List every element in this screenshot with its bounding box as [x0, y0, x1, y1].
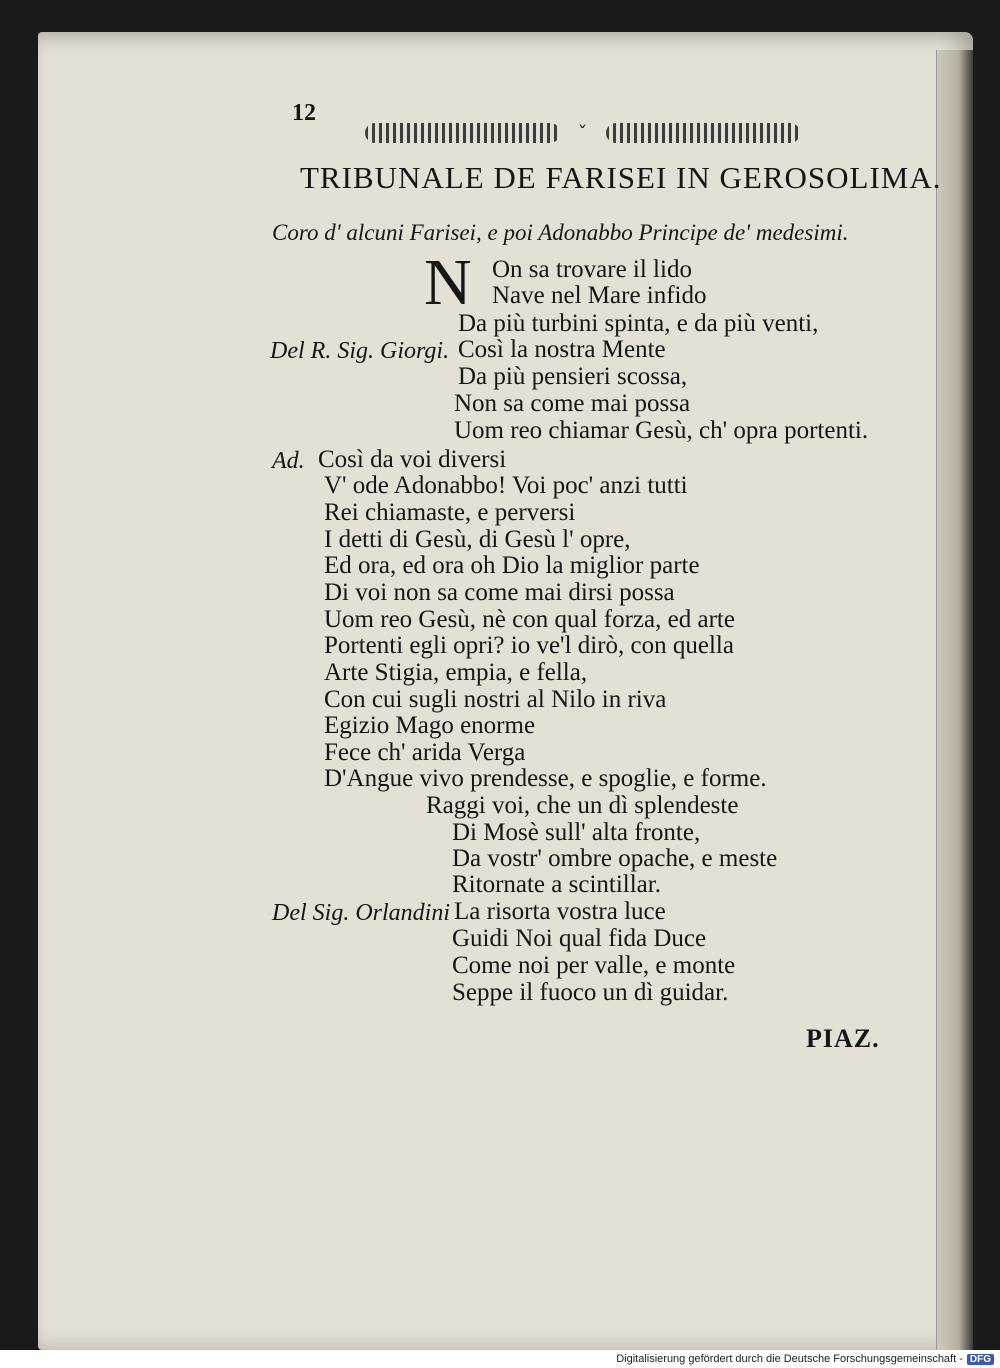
dfg-logo: DFG — [967, 1354, 994, 1365]
verse-line: Da più pensieri scossa, — [458, 363, 688, 390]
verse-line: Uom reo Gesù, nè con qual forza, ed arte — [324, 606, 735, 633]
verse-line: V' ode Adonabbo! Voi poc' anzi tutti — [324, 472, 688, 499]
verse-line: Ritornate a scintillar. — [452, 871, 661, 898]
verse-line: I detti di Gesù, di Gesù l' opre, — [324, 526, 631, 553]
verse-line: Non sa come mai possa — [454, 390, 691, 417]
header-ornament — [365, 120, 800, 146]
page-number: 12 — [292, 100, 316, 126]
verse-line: Nave nel Mare infido — [492, 282, 707, 309]
speaker-label: Del Sig. Orlandini — [272, 900, 450, 926]
verse-line: Con cui sugli nostri al Nilo in riva — [324, 686, 667, 713]
verse-line: Da vostr' ombre opache, e meste — [452, 845, 778, 872]
verse-line: La risorta vostra luce — [454, 898, 666, 925]
verse-line: Fece ch' arida Verga — [324, 739, 526, 766]
page-edge — [936, 50, 973, 1350]
verse-line: Di Mosè sull' alta fronte, — [452, 819, 701, 846]
verse-line: Di voi non sa come mai dirsi possa — [324, 579, 675, 606]
verse-line: Così da voi diversi — [318, 446, 507, 473]
verse-line: Portenti egli opri? io ve'l dirò, con quella — [324, 632, 734, 659]
footer-credit: Digitalisierung gefördert durch die Deutsche Forschungsgemeinschaft - — [616, 1353, 963, 1365]
verse-line: Guidi Noi qual fida Duce — [452, 925, 707, 952]
verse-line: Seppe il fuoco un dì guidar. — [452, 979, 729, 1006]
verse-line: D'Angue vivo prendesse, e spoglie, e forme. — [324, 765, 767, 792]
speaker-label: Del R. Sig. Giorgi. — [270, 338, 450, 364]
verse-line: Ed ora, ed ora oh Dio la miglior parte — [324, 552, 700, 579]
verse-line: Da più turbini spinta, e da più venti, — [458, 310, 819, 337]
verse-line: Rei chiamaste, e perversi — [324, 499, 576, 526]
verse-line: Come noi per valle, e monte — [452, 952, 736, 979]
speaker-label: Ad. — [272, 448, 305, 474]
ornament-right — [606, 123, 801, 143]
verse-line: Uom reo chiamar Gesù, ch' opra portenti. — [454, 417, 869, 444]
scene-subtitle: Coro d' alcuni Farisei, e poi Adonabbo Principe de' medesimi. — [272, 220, 849, 245]
digitization-footer — [0, 1350, 1000, 1368]
verse-line: Egizio Mago enorme — [324, 712, 536, 739]
drop-capital: N — [424, 246, 472, 319]
catchword: PIAZ. — [806, 1024, 880, 1053]
ornament-left — [365, 123, 560, 143]
verse-line: On sa trovare il lido — [492, 256, 692, 283]
verse-line: Così la nostra Mente — [458, 336, 666, 363]
section-title: TRIBUNALE DE FARISEI IN GEROSOLIMA. — [300, 160, 942, 195]
verse-line: Raggi voi, che un dì splendeste — [426, 792, 739, 819]
ornament-center: ˇ — [577, 121, 588, 145]
verse-line: Arte Stigia, empia, e fella, — [324, 659, 588, 686]
